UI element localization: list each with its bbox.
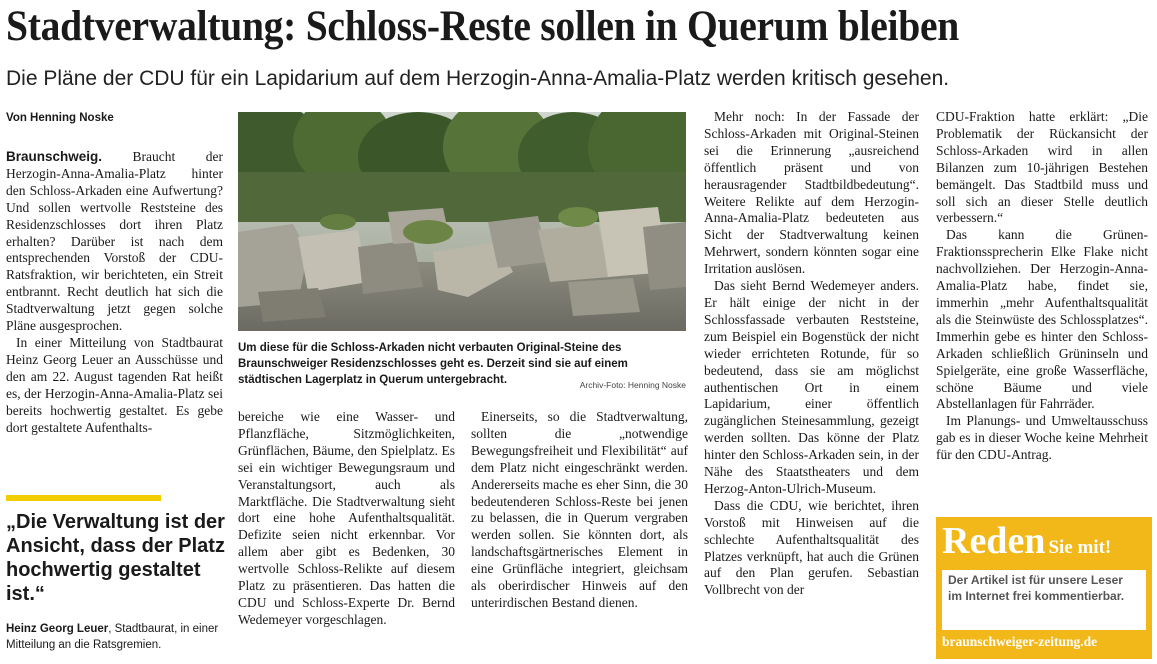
article-column-4: [704, 109, 919, 599]
article-column-5: [936, 109, 1148, 464]
pull-quote: „Die Verwaltung ist der Ansicht, dass der Platz hochwertig gestaltet ist.“: [6, 511, 225, 605]
quote-source-desc: , Stadtbaurat, in einer Mitteilung an die Ratsgremien.: [6, 623, 219, 651]
paragraph: Im Planungs- und Umweltausschuss gab es in dieser Woche keine Mehrheit für den CDU-Antrag.: [936, 413, 1148, 463]
paragraph: Einerseits, so die Stadtverwaltung, sollten die „notwendige Bewegungsfreiheit und Flexibilität“ auf dem Platz nicht eingeschränkt werden. Andererseits mache es eher Sinn, die 30 bedeutenderen Schloss-Reste bei jenen zu belassen, die in Querum vergraben werden sollen. Sie könnten dort, als landschaftsgärtnerisches Element in eine Grünfläche integriert, gleichsam als oberirdischer Hinweis auf den unterirdischen Bestand dienen.: [471, 409, 688, 610]
subhead: Die Pläne der CDU für ein Lapidarium auf dem Herzogin-Anna-Amalia-Platz werden kritisch gesehen.: [6, 67, 950, 90]
quote-source-name: Heinz Georg Leuer: [6, 623, 109, 635]
quote-source: [6, 621, 226, 653]
promo-text-box: [942, 570, 1146, 630]
article-column-2: [238, 409, 455, 629]
paragraph: [6, 149, 223, 335]
comment-promo-box[interactable]: [936, 517, 1152, 659]
paragraph: In einer Mitteilung von Stadtbaurat Heinz Georg Leuer an Ausschüsse und den am 22. August tagenden Rat heißt es, der Herzogin-Anna-Amalia-Platz sei bereits hochwertig gestaltet. Es gebe dort gestaltete Aufenthalts-: [6, 334, 223, 435]
paragraph: Dass die CDU, wie berichtet, ihren Vorstoß mit Hinweisen auf die schlechte Aufenthaltsqualität des Platzes verknüpft, hat auch die Grünen auf den Plan gerufen. Sebastian Vollbrecht von der: [704, 497, 919, 598]
dateline: Braunschweig.: [6, 149, 103, 164]
promo-text: Der Artikel ist für unsere Leser im Internet frei kommentierbar.: [948, 573, 1125, 603]
article-column-1: [6, 149, 223, 436]
article-column-3: [471, 409, 688, 612]
quote-accent-bar: [6, 495, 161, 501]
headline: Stadtverwaltung: Schloss-Reste sollen in Querum bleiben: [6, 3, 959, 50]
paragraph: CDU-Fraktion hatte erklärt: „Die Problematik der Rückansicht der Schloss-Arkaden wird in allen Bilanzen zum 10-jährigen Bestehen bemängelt. Das Stadtbild muss und soll sich an dieser Stelle deutlich verbessern.“: [936, 109, 1148, 226]
paragraph: bereiche wie eine Wasser- und Pflanzfläche, Sitzmöglichkeiten, Grünflächen, Bäume, den Spielplatz. Es sei ein wichtiger Bewegungsraum und Veranstaltungsort, auch als Marktfläche. Die Stadtverwaltung sieht dort eine hohe Aufenthaltsqualität. Defizite seien nicht erkennbar. Vor allem aber gibt es Bedenken, 30 wertvolle Schloss-Relikte auf diesem Platz zu präsentieren. Das hatten die CDU und Schloss-Experte Dr. Bernd Wedemeyer vorgeschlagen.: [238, 409, 455, 627]
photo-credit: Archiv-Foto: Henning Noske: [579, 380, 686, 390]
byline: Von Henning Noske: [6, 112, 114, 124]
promo-title-suffix: Sie mit!: [1048, 537, 1112, 558]
promo-title-main: Reden: [942, 520, 1046, 562]
paragraph: Das kann die Grünen-Fraktionssprecherin Elke Flake nicht nachvollziehen. Der Herzogin-Anna-Amalia-Platz habe, findet sie, immerhin „mehr Aufenthaltsqualität als die Steinwüste des Schlossplatzes“. Immerhin gebe es hinter den Schloss-Arkaden schließlich Grüninseln und Spielgeräte, eine große Wasserfläche, schöne Bäume und viele Abstellanlagen für Fahrräder.: [936, 227, 1148, 412]
article-photo: [238, 112, 686, 331]
promo-title: [942, 519, 1111, 563]
photo-caption: Um diese für die Schloss-Arkaden nicht verbauten Original-Steine des Braunschweiger Residenzschlosses geht es. Derzeit sind sie auf einem städtischen Lagerplatz in Querum untergebracht.: [238, 342, 628, 386]
paragraph: Das sieht Bernd Wedemeyer anders. Er hält einige der nicht in der Schlossfassade verbauten Reststeine, zum Beispiel ein Bogenstück der nicht wieder errichteten Rotunde, für so bedeutend, dass sie am möglichst authentischen Ort in einem Lapidarium, einer öffentlich zugänglichen Steinesammlung, gezeigt werden sollten. Das könne der Platz hinter den Schloss-Arkaden sein, in der Nähe des Staatstheaters und dem Herzog-Anton-Ulrich-Museum.: [704, 278, 919, 496]
paragraph-text: Braucht der Herzogin-Anna-Amalia-Platz hinter den Schloss-Arkaden eine Aufwertung? Und sollen wertvolle Reststeine des Residenzschlosses dort ihren Platz erhalten? Darüber ist nach dem entsprechenden Vorstoß der CDU-Ratsfraktion, wir berichteten, ein Streit entbrannt. Recht deutlich hat sich die Stadtverwaltung jetzt gegen solche Pläne ausgesprochen.: [6, 149, 223, 334]
paragraph: Mehr noch: In der Fassade der Schloss-Arkaden mit Original-Steinen sei die Erinnerung „ausreichend öffentlich präsent und von herausragender Stadtbildbedeutung“. Weitere Relikte auf dem Herzogin-Anna-Amalia-Platz bedeuteten aus Sicht der Stadtverwaltung keinen Mehrwert, sondern könnten sogar eine Irritation auslösen.: [704, 109, 919, 277]
promo-url-link[interactable]: braunschweiger-zeitung.de: [942, 634, 1098, 649]
stone-storage-photo: [238, 112, 686, 331]
